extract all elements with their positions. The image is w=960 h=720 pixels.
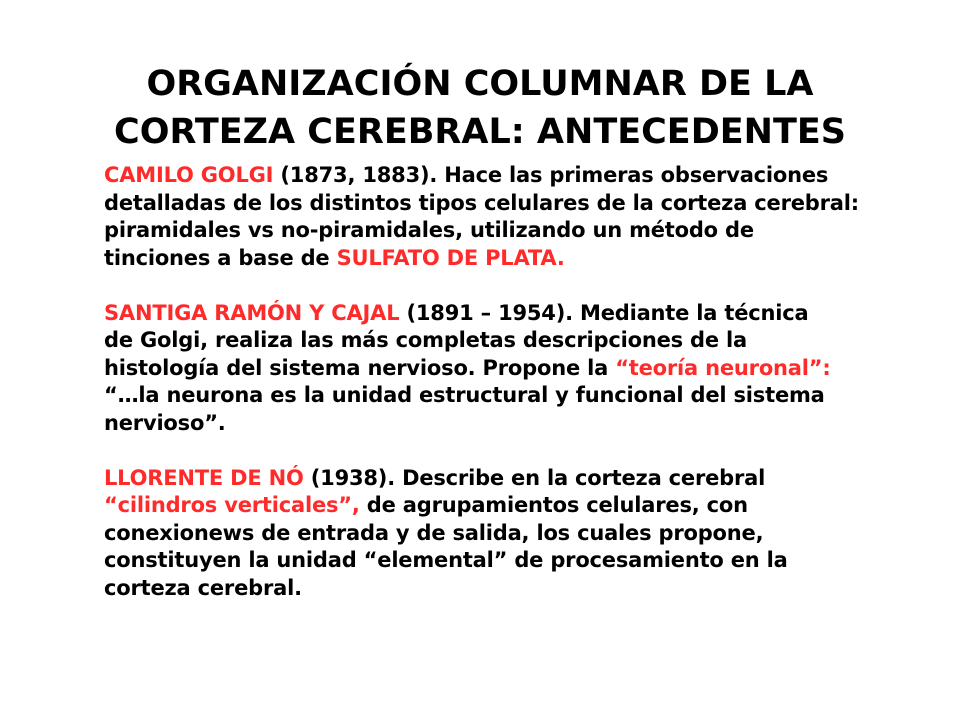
paragraph-text: (1938). Describe en la corteza cerebral xyxy=(303,465,766,490)
paragraph-line: de Golgi, realiza las más completas descripciones de la xyxy=(104,328,747,352)
paragraph-lorente-de-no xyxy=(104,465,904,603)
title-line-1: ORGANIZACIÓN COLUMNAR DE LA xyxy=(146,64,814,104)
highlight-name-golgi: CAMILO GOLGI xyxy=(104,163,274,187)
paragraph-line: conexionews de entrada y de salida, los cuales propone, xyxy=(104,520,764,545)
highlight-sulfato-de-plata: SULFATO DE PLATA. xyxy=(336,245,565,270)
highlight-teoria-neuronal: “teoría neuronal”: xyxy=(615,355,831,380)
paragraph-line xyxy=(104,245,904,273)
paragraph-text: (1891 – 1954). Mediante la técnica xyxy=(399,300,809,325)
paragraph-golgi xyxy=(104,162,904,272)
paragraph-line xyxy=(104,162,904,190)
paragraph-text: histología del sistema nervioso. Propone la xyxy=(104,355,616,380)
paragraph-line xyxy=(104,465,904,493)
paragraph-line: “…la neurona es la unidad estructural y funcional del sistema xyxy=(104,383,825,407)
highlight-cilindros-verticales: “cilindros verticales”, xyxy=(104,493,360,517)
highlight-name-cajal: SANTIGA RAMÓN Y CAJAL xyxy=(104,300,400,325)
paragraph-text: (1873, 1883). Hace las primeras observaciones xyxy=(273,163,829,187)
paragraph-line: detalladas de los distintos tipos celulares de la corteza cerebral: xyxy=(104,190,859,215)
paragraph-text: tinciones a base de xyxy=(104,245,337,270)
paragraph-line: constituyen la unidad “elemental” de procesamiento en la xyxy=(104,548,788,572)
paragraph-line: nervioso”. xyxy=(104,410,226,435)
slide-title xyxy=(80,60,880,156)
title-line-2: CORTEZA CEREBRAL: ANTECEDENTES xyxy=(114,112,846,152)
paragraph-line xyxy=(104,492,904,520)
paragraph-line xyxy=(104,300,904,328)
paragraph-cajal xyxy=(104,300,904,438)
paragraph-text: de agrupamientos celulares, con xyxy=(359,493,748,517)
highlight-name-lorente: LLORENTE DE NÓ xyxy=(104,465,304,490)
paragraph-line: piramidales vs no-piramidales, utilizando un método de xyxy=(104,218,754,242)
paragraph-line xyxy=(104,355,904,383)
paragraph-line: corteza cerebral. xyxy=(104,575,302,600)
slide-body xyxy=(104,162,904,630)
